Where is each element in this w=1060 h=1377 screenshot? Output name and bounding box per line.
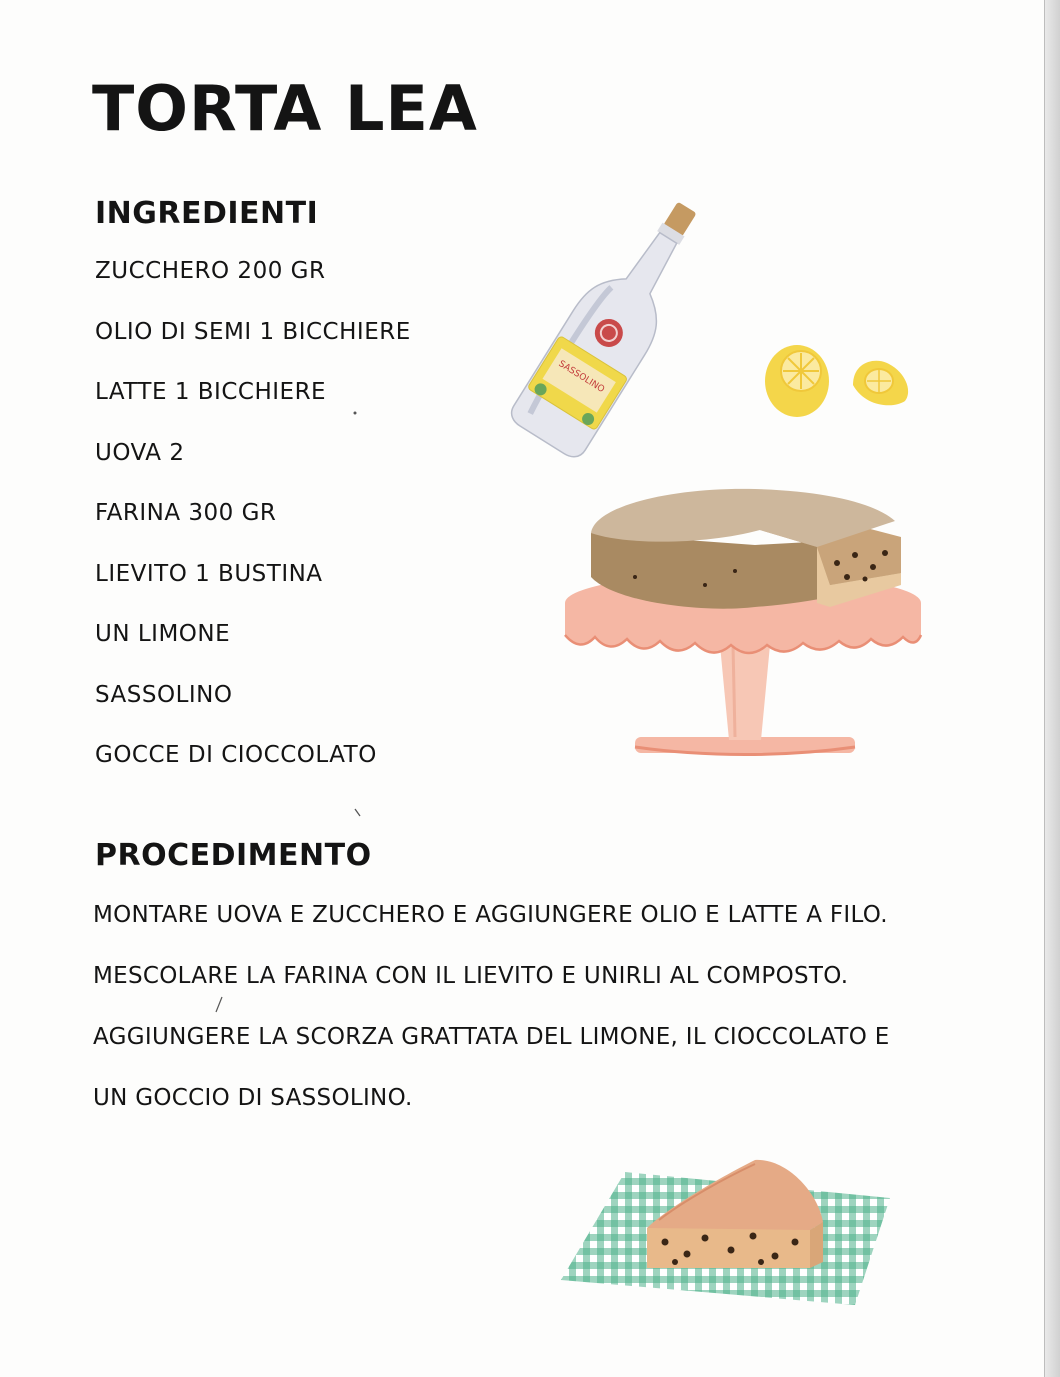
ingredients-list [95,258,411,803]
procedure-line: MONTARE UOVA E ZUCCHERO E AGGIUNGERE OLIO E LATTE A FILO. [93,902,888,928]
cake-on-stand-icon [555,485,930,775]
ingredient-item: LATTE 1 BICCHIERE [95,379,327,405]
ingredients-heading: INGREDIENTI [95,196,319,231]
ink-speck [352,410,358,416]
sassolino-liqueur-bottle-icon [500,185,730,465]
cake-slice-on-gingham-icon [555,1150,900,1310]
bottle-label-text: SASSOLINO [556,359,607,396]
ingredient-item: ZUCCHERO 200 GR [95,258,326,284]
ingredient-item: UOVA 2 [95,439,185,466]
page-edge [1044,0,1060,1377]
procedure-line: MESCOLARE LA FARINA CON IL LIEVITO E UNIRLI AL COMPOSTO. [93,963,849,989]
procedure-heading: PROCEDIMENTO [95,838,372,873]
ingredient-item: OLIO DI SEMI 1 BICCHIERE [95,318,411,345]
ingredient-item: LIEVITO 1 BUSTINA [95,560,323,587]
lemon-halves-icon [755,335,920,425]
ingredient-item: FARINA 300 GR [95,500,277,526]
procedure-steps [93,902,890,1146]
ingredient-item: GOCCE DI CIOCCOLATO [95,742,377,768]
ink-speck [214,996,224,1014]
ink-speck [354,808,362,818]
procedure-line: AGGIUNGERE LA SCORZA GRATTATA DEL LIMONE, IL CIOCCOLATO E [93,1024,890,1050]
ingredient-item: UN LIMONE [95,621,231,647]
ingredient-item: SASSOLINO [95,681,233,708]
procedure-line: UN GOCCIO DI SASSOLINO. [93,1085,413,1111]
recipe-title: TORTA LEA [92,72,478,145]
